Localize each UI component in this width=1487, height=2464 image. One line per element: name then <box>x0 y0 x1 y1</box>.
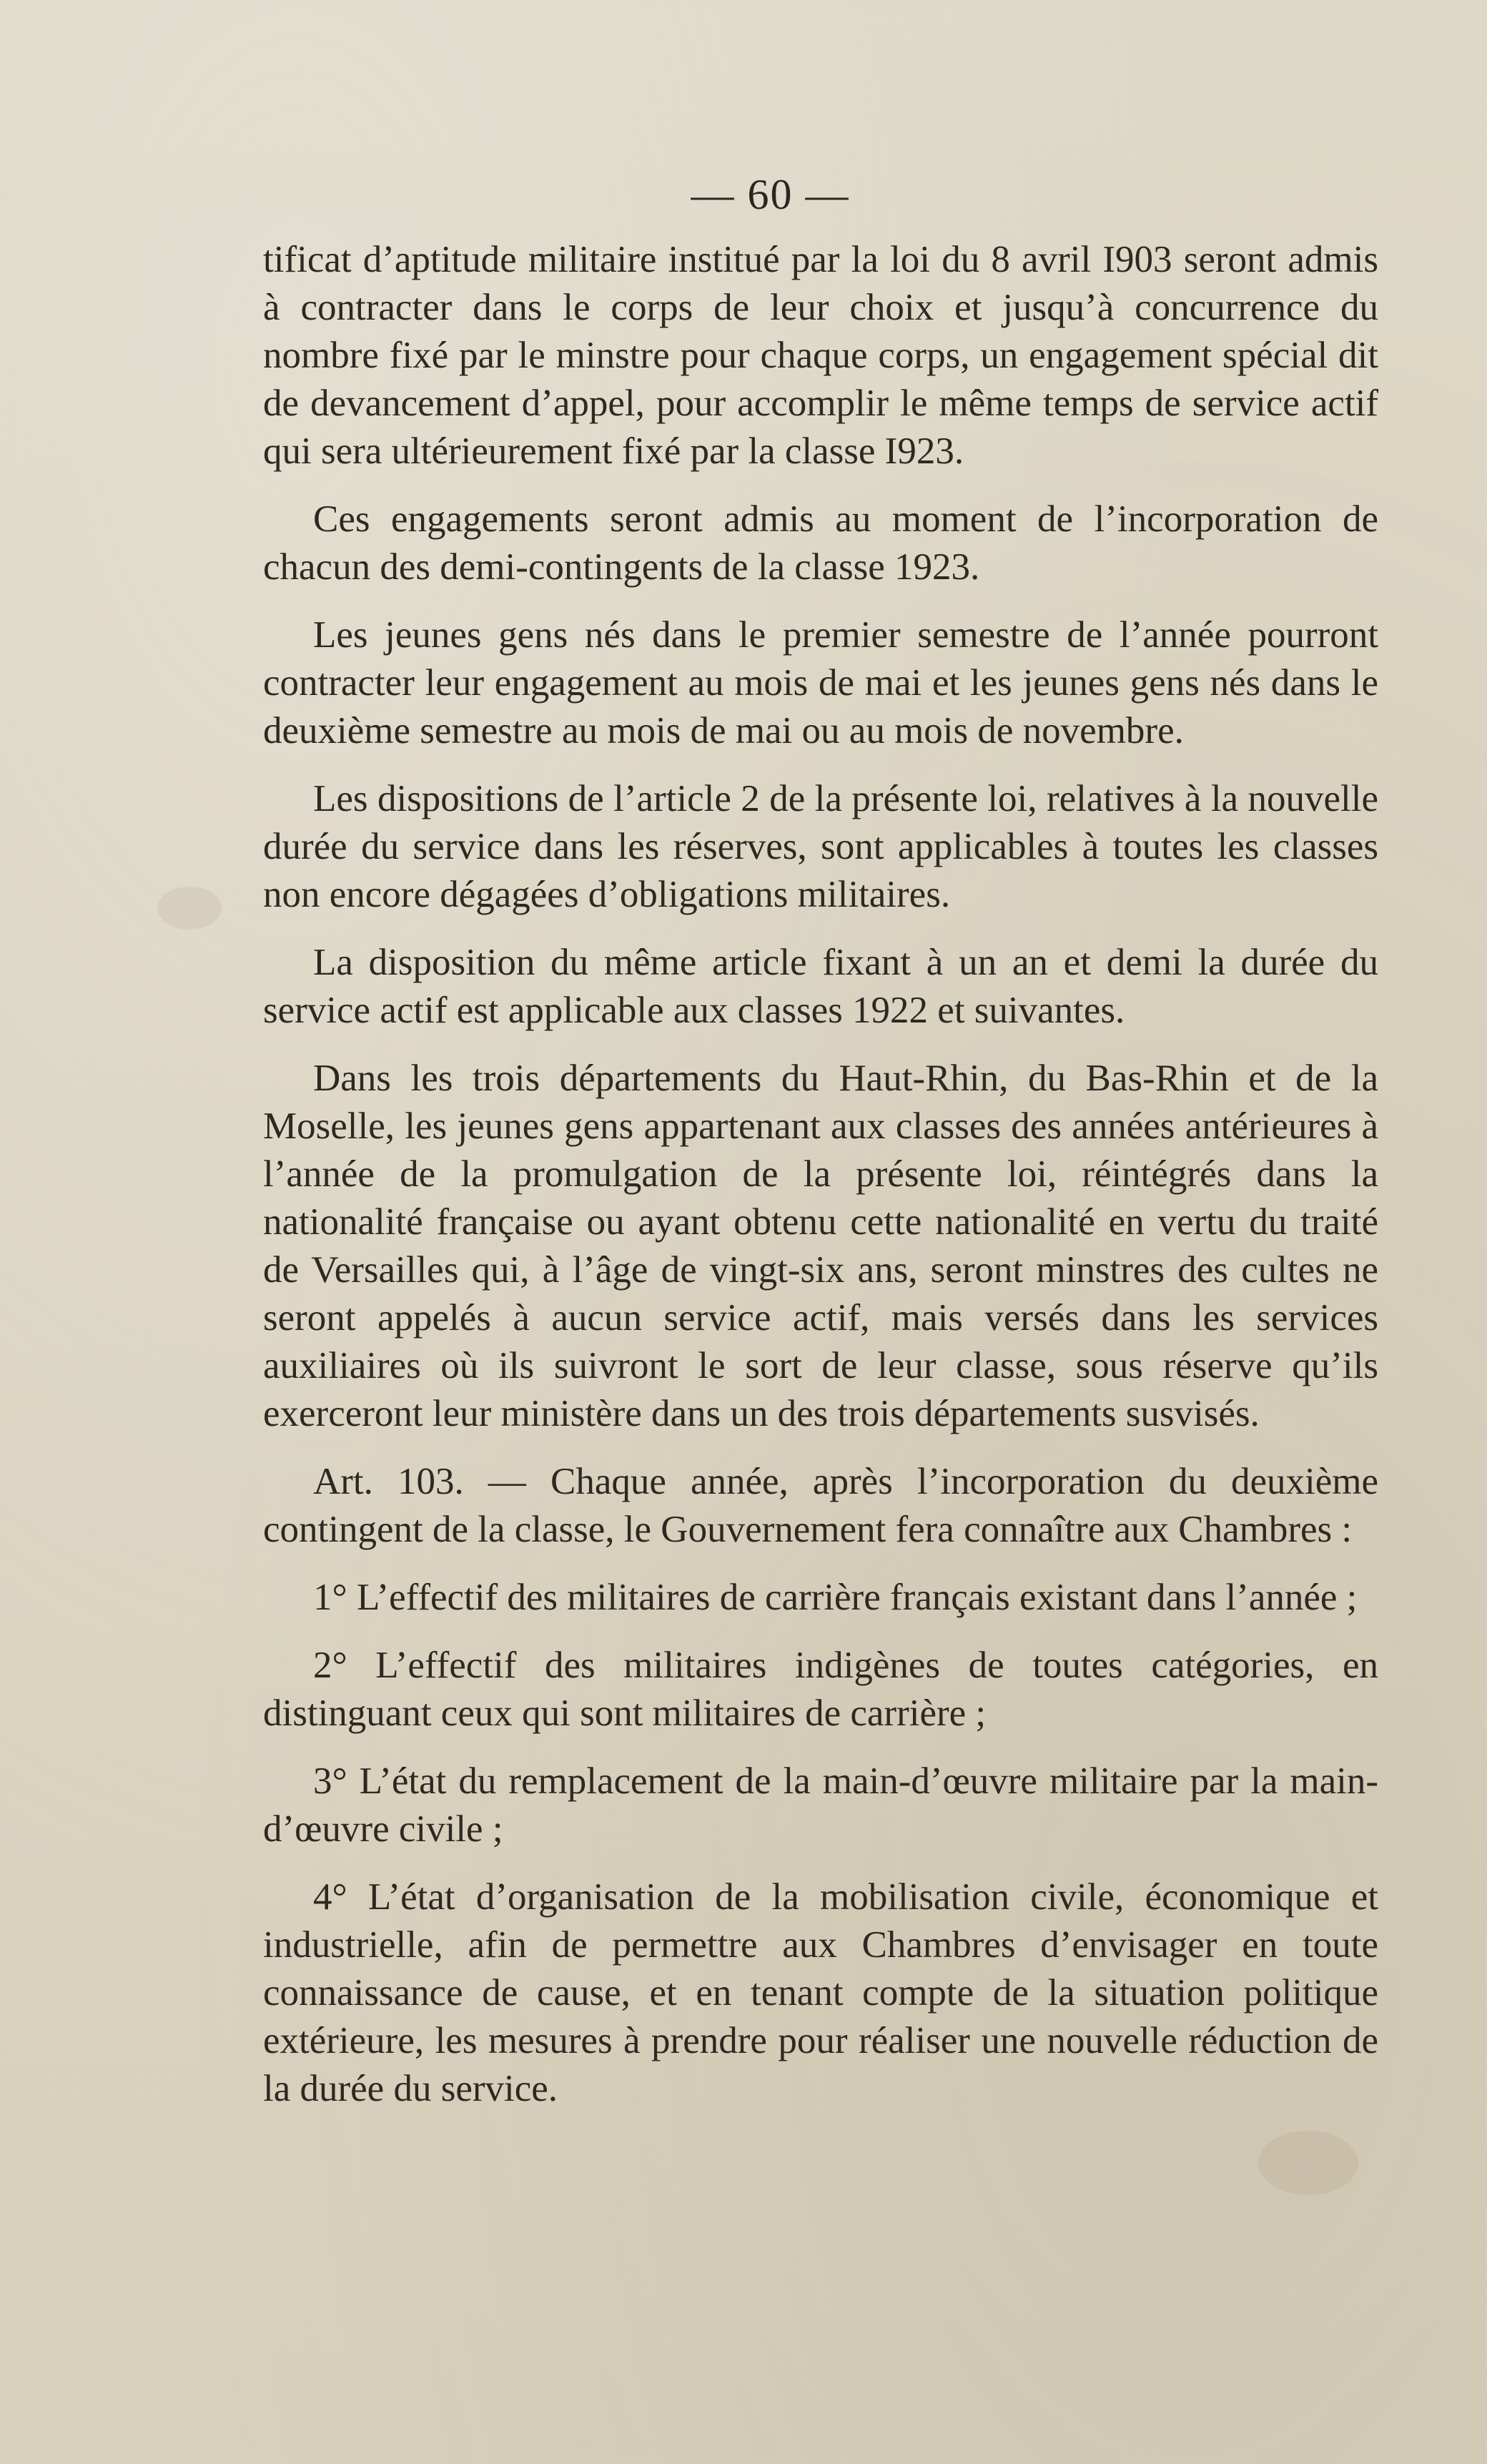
paragraph: Ces engagements seront admis au moment de l’incorporation de chacun des demi-contingents de la classe 1923. <box>263 498 1378 588</box>
page-number: — 60 — <box>691 171 850 218</box>
enumerated-item: 4° L’état d’organisation de la mobilisation civile, économique et industrielle, afin de permettre aux Chambres d’envisager en toute connaissance de cause, et en tenant compte de la situation politique extérieure, les mesures à prendre pour réaliser une nouvelle réduction de la durée du service. <box>263 1876 1378 2109</box>
enumerated-item: 1° L’effectif des militaires de carrière français existant dans l’année ; <box>313 1577 1358 1618</box>
article-heading-paragraph: Art. 103. — Chaque année, après l’incorporation du deuxième contingent de la classe, le Gouvernement fera connaître aux Chambres : <box>263 1461 1378 1550</box>
enumerated-item: 3° L’état du remplacement de la main-d’œuvre militaire par la main-d’œuvre civile ; <box>263 1760 1378 1850</box>
enumerated-item: 2° L’effectif des militaires indigènes de toutes catégories, en distinguant ceux qui sont militaires de carrière ; <box>263 1645 1378 1734</box>
paragraph-continuation: tificat d’aptitude militaire institué par la loi du 8 avril I903 seront admis à contracter dans le corps de leur choix et jusqu’à concurrence du nombre fixé par le minstre pour chaque corps, un engagement spécial dit de devancement d’appel, pour accomplir le même temps de service actif qui sera ultérieurement fixé par la classe I923. <box>263 239 1378 472</box>
paper-stain <box>157 887 222 930</box>
paragraph: Les jeunes gens nés dans le premier semestre de l’année pourront contracter leur engagement au mois de mai et les jeunes gens nés dans le deuxième semestre au mois de mai ou au mois de novembre. <box>263 614 1378 751</box>
paragraph: La disposition du même article fixant à un an et demi la durée du service actif est applicable aux classes 1922 et suivantes. <box>263 942 1378 1031</box>
paragraph: Dans les trois départements du Haut-Rhin, du Bas-Rhin et de la Moselle, les jeunes gens appartenant aux classes des années antérieures à l’année de la promulgation de la présente loi, réintégrés dans la nationalité française ou ayant obtenu cette nationalité en vertu du traité de Versailles qui, à l’âge de vingt-six ans, seront minstres des cultes ne seront appelés à aucun service actif, mais versés dans les services auxiliaires où ils suivront le sort de leur classe, sous réserve qu’ils exerceront leur ministère dans un des trois départements susvisés. <box>263 1058 1378 1434</box>
paragraph: Les dispositions de l’article 2 de la présente loi, relatives à la nouvelle durée du service dans les réserves, sont applicables à toutes les classes non encore dégagées d’obligations militaires. <box>263 778 1378 915</box>
paper-stain <box>1258 2131 1358 2195</box>
body-text <box>263 236 1378 2133</box>
